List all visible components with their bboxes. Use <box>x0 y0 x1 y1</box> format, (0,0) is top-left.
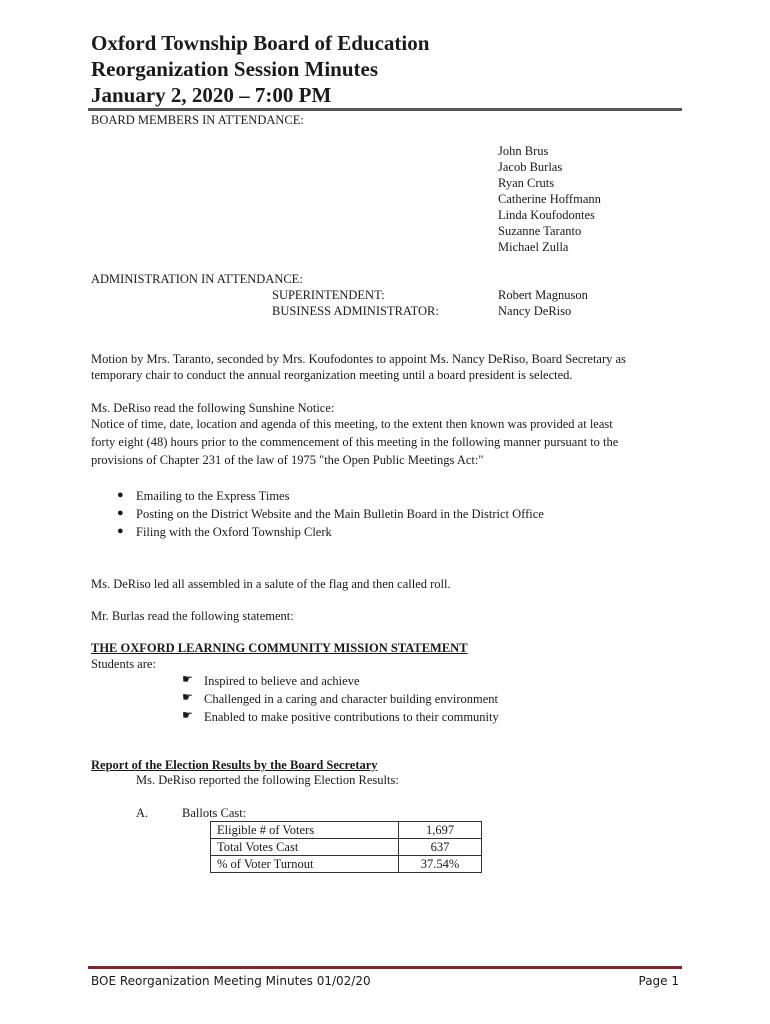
board-member: Ryan Cruts <box>498 176 555 190</box>
document-title: Oxford Township Board of Education <box>91 31 430 55</box>
document-subtitle: Reorganization Session Minutes <box>91 57 379 81</box>
salute-text: Ms. DeRiso led all assembled in a salute of the flag and then called roll. <box>91 577 451 591</box>
mission-item: Enabled to make positive contributions to their community <box>204 710 499 724</box>
section-letter: A. <box>136 806 149 820</box>
admin-role: BUSINESS ADMINISTRATOR: <box>272 304 439 318</box>
table-cell-value: 637 <box>399 839 482 856</box>
table-cell-label: Eligible # of Voters <box>211 822 399 839</box>
table-cell-value: 37.54% <box>399 856 482 873</box>
list-item: Filing with the Oxford Township Clerk <box>136 525 332 539</box>
list-item: Emailing to the Express Times <box>136 489 290 503</box>
sunshine-text: forty eight (48) hours prior to the commencement of this meeting in the following manner pursuant to the <box>91 435 619 449</box>
sunshine-intro: Ms. DeRiso read the following Sunshine Notice: <box>91 401 335 415</box>
page-number: Page 1 <box>638 974 679 988</box>
election-heading: Report of the Election Results by the Board Secretary <box>91 758 378 772</box>
header-rule <box>88 108 682 111</box>
motion-text: temporary chair to conduct the annual reorganization meeting until a board president is selected. <box>91 368 573 382</box>
admin-name: Robert Magnuson <box>498 288 588 302</box>
ballots-table <box>210 821 482 873</box>
sunshine-text: Notice of time, date, location and agenda of this meeting, to the extent then known was provided at least <box>91 417 613 431</box>
students-are-label: Students are: <box>91 657 156 671</box>
admin-role: SUPERINTENDENT: <box>272 288 385 302</box>
board-member: Linda Koufodontes <box>498 208 595 222</box>
mission-item: Inspired to believe and achieve <box>204 674 360 688</box>
board-member: Catherine Hoffmann <box>498 192 601 206</box>
pointing-hand-icon: ☛ <box>182 708 193 722</box>
list-item: Posting on the District Website and the Main Bulletin Board in the District Office <box>136 507 544 521</box>
table-row <box>211 856 482 873</box>
mission-heading: THE OXFORD LEARNING COMMUNITY MISSION STATEMENT <box>91 641 468 655</box>
mission-item: Challenged in a caring and character building environment <box>204 692 498 706</box>
sunshine-text: provisions of Chapter 231 of the law of 1975 "the Open Public Meetings Act:" <box>91 453 484 467</box>
table-cell-value: 1,697 <box>399 822 482 839</box>
motion-text: Motion by Mrs. Taranto, seconded by Mrs. Koufodontes to appoint Ms. Nancy DeRiso, Board Secretary as <box>91 352 626 366</box>
board-member: Michael Zulla <box>498 240 569 254</box>
board-member: Suzanne Taranto <box>498 224 582 238</box>
table-cell-label: % of Voter Turnout <box>211 856 399 873</box>
table-row <box>211 839 482 856</box>
section-label: Ballots Cast: <box>182 806 247 820</box>
board-member: Jacob Burlas <box>498 160 563 174</box>
pointing-hand-icon: ☛ <box>182 690 193 704</box>
board-heading: BOARD MEMBERS IN ATTENDANCE: <box>91 113 304 127</box>
admin-heading: ADMINISTRATION IN ATTENDANCE: <box>91 272 303 286</box>
board-member: John Brus <box>498 144 549 158</box>
table-row <box>211 822 482 839</box>
footer-rule <box>88 966 682 969</box>
bullet-icon: ● <box>117 489 124 501</box>
bullet-icon: ● <box>117 525 124 537</box>
statement-intro: Mr. Burlas read the following statement: <box>91 609 294 623</box>
admin-name: Nancy DeRiso <box>498 304 572 318</box>
table-cell-label: Total Votes Cast <box>211 839 399 856</box>
pointing-hand-icon: ☛ <box>182 672 193 686</box>
footer-title: BOE Reorganization Meeting Minutes 01/02/20 <box>91 974 371 988</box>
bullet-icon: ● <box>117 507 124 519</box>
election-intro: Ms. DeRiso reported the following Election Results: <box>136 773 399 787</box>
meeting-date: January 2, 2020 – 7:00 PM <box>91 83 332 107</box>
